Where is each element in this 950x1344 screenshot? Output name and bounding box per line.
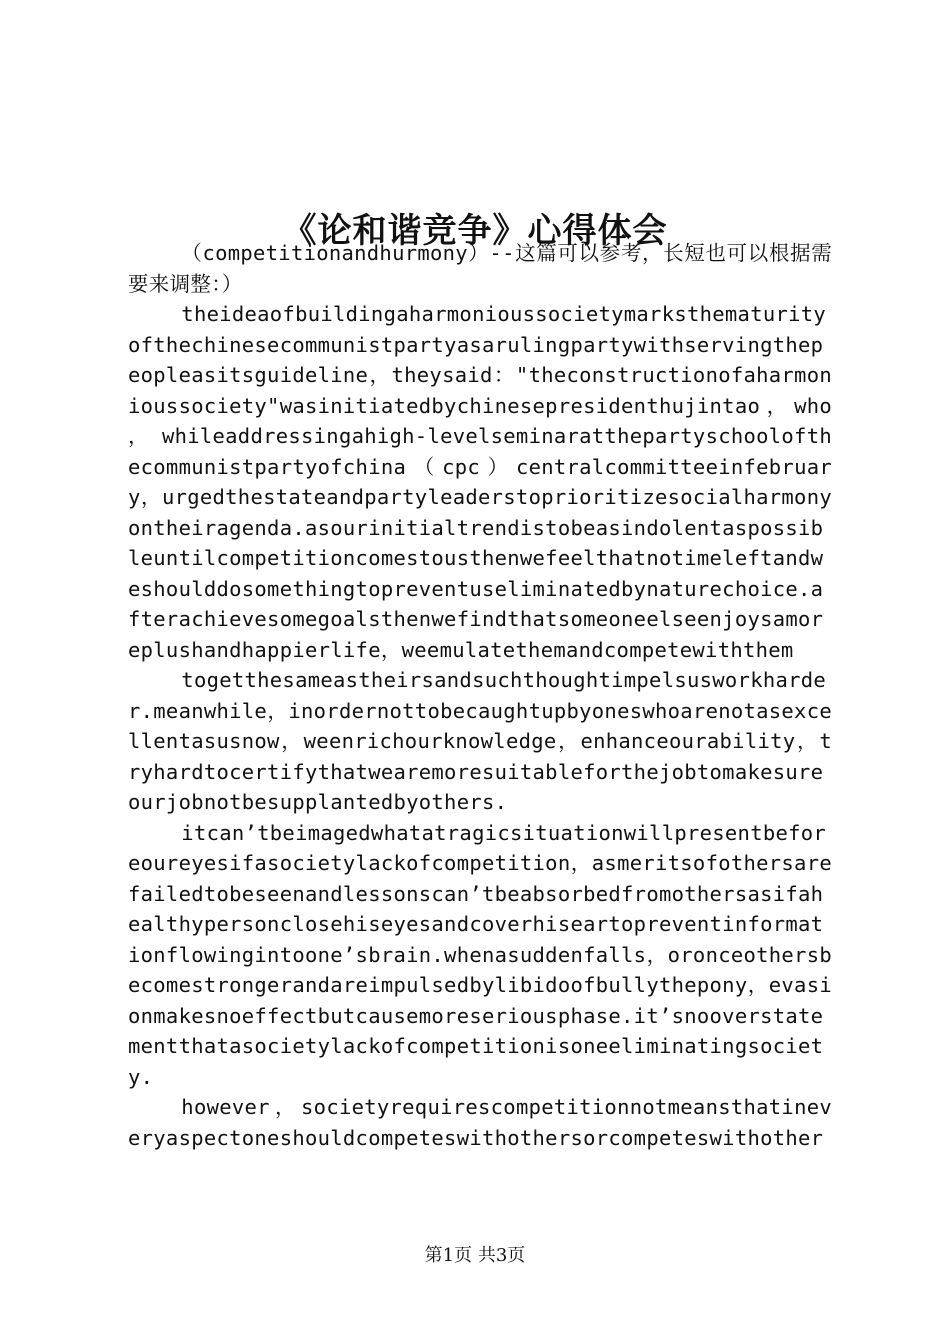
paragraph-competition-motivation: togetthesameastheirsandsuchthoughtimpelsusworkharder.meanwhile，inordernottobecaughtupbyoneswhoarenotasexcellentasusnow，weenrichourknowledge，enhanceourability，tryhardtocertifythatwearemoresuitableforthejobtomakesureourjobnotbesupplantedbyothers. <box>128 668 832 814</box>
paragraph-lack-of-competition: itcan’tbeimagedwhatatragicsituationwillpresentbeforeoureyesifasocietylackofcompetition，asmeritsofothersarefailedtobeseenandlessonscan’tbeabsorbedfromothersasifahealthypersonclosehiseyesandcoverhiseartopreventinformationflowingintoone’sbrain.whenasuddenfalls，oronceothersbecomestrongerandareimpulsedbylibidoofbullythepony，evasionmakesnoeffectbutcausemoreseriousphase.it’snooverstatementthatasocietylackofcompetitionisoneeliminatingsociety. <box>128 820 832 1089</box>
paragraph-intro: （competitionandhurmony）--这篇可以参考，长短也可以根据需要来调整：） <box>128 241 832 296</box>
paragraph-however: however，societyrequirescompetitionnotmeansthatineveryaspectoneshouldcompeteswithothersorcompeteswithother <box>128 1095 832 1150</box>
page-footer: 第1页 共3页 <box>424 1245 526 1266</box>
document-body <box>128 238 832 1153</box>
document-title: 《论和谐竞争》心得体会 <box>282 210 668 251</box>
paragraph-harmonious-society: theideaofbuildingaharmonioussocietymarksthematurityofthechinesecommunistpartyasarulingpartywithservingthepeopleasitsguideline，theysaid："theconstructionofaharmonioussociety"wasinitiatedbychinesepresidenthujintao，who ， whileaddressingahigh-levelseminaratthepartyschoolofthecommunistpartyofchina（cpc）centralcommitteeinfebruary，urgedthestateandpartyleaderstoprioritizesocialharmonyontheiragenda.asourinitialtrendistobeasindolentaspossibleuntilcompetitioncomestousthenwefeelthatnotimeleftandweshoulddosomethingtopreventuseliminatedbynaturechoice.afterachievesomegoalsthenwefindthatsomeoneelseenjoysamoreplushandhappierlife，weemulatethemandcompetewiththem <box>128 302 832 662</box>
